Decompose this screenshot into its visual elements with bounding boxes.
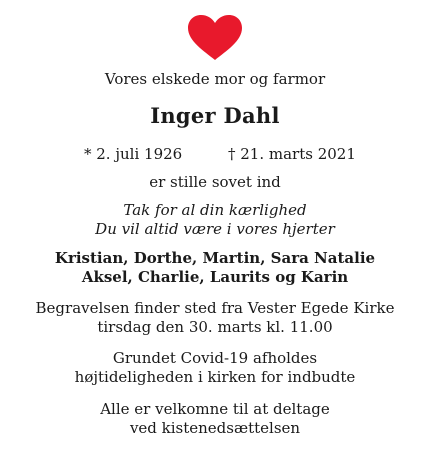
covid-line-1: Grundet Covid-19 afholdes bbox=[112, 349, 318, 367]
burial-line-2: tirsdag den 30. marts kl. 11.00 bbox=[97, 318, 333, 336]
thanks-line-1: Tak for al din kærlighed bbox=[123, 201, 307, 219]
covid-line-2: højtideligheden i kirken for indbudte bbox=[74, 368, 356, 386]
burial-line-1: Begravelsen finder sted fra Vester Egede Kirke bbox=[35, 299, 395, 317]
family-line-2: Aksel, Charlie, Laurits og Karin bbox=[81, 268, 349, 286]
intro-text: Vores elskede mor og farmor bbox=[104, 70, 326, 88]
welcome-line-2: ved kistenedsættelsen bbox=[129, 419, 301, 437]
family-line-1: Kristian, Dorthe, Martin, Sara Natalie bbox=[54, 249, 376, 267]
welcome-line-1: Alle er velkomne til at deltage bbox=[100, 400, 330, 418]
thanks-line-2: Du vil altid være i vores hjerter bbox=[95, 220, 335, 238]
death-date: † 21. marts 2021 bbox=[228, 145, 356, 163]
heart-icon bbox=[186, 14, 244, 62]
dates-row bbox=[0, 145, 430, 165]
birth-date: * 2. juli 1926 bbox=[84, 145, 183, 163]
deceased-name: Inger Dahl bbox=[150, 103, 280, 128]
sleep-text: er stille sovet ind bbox=[149, 173, 281, 191]
